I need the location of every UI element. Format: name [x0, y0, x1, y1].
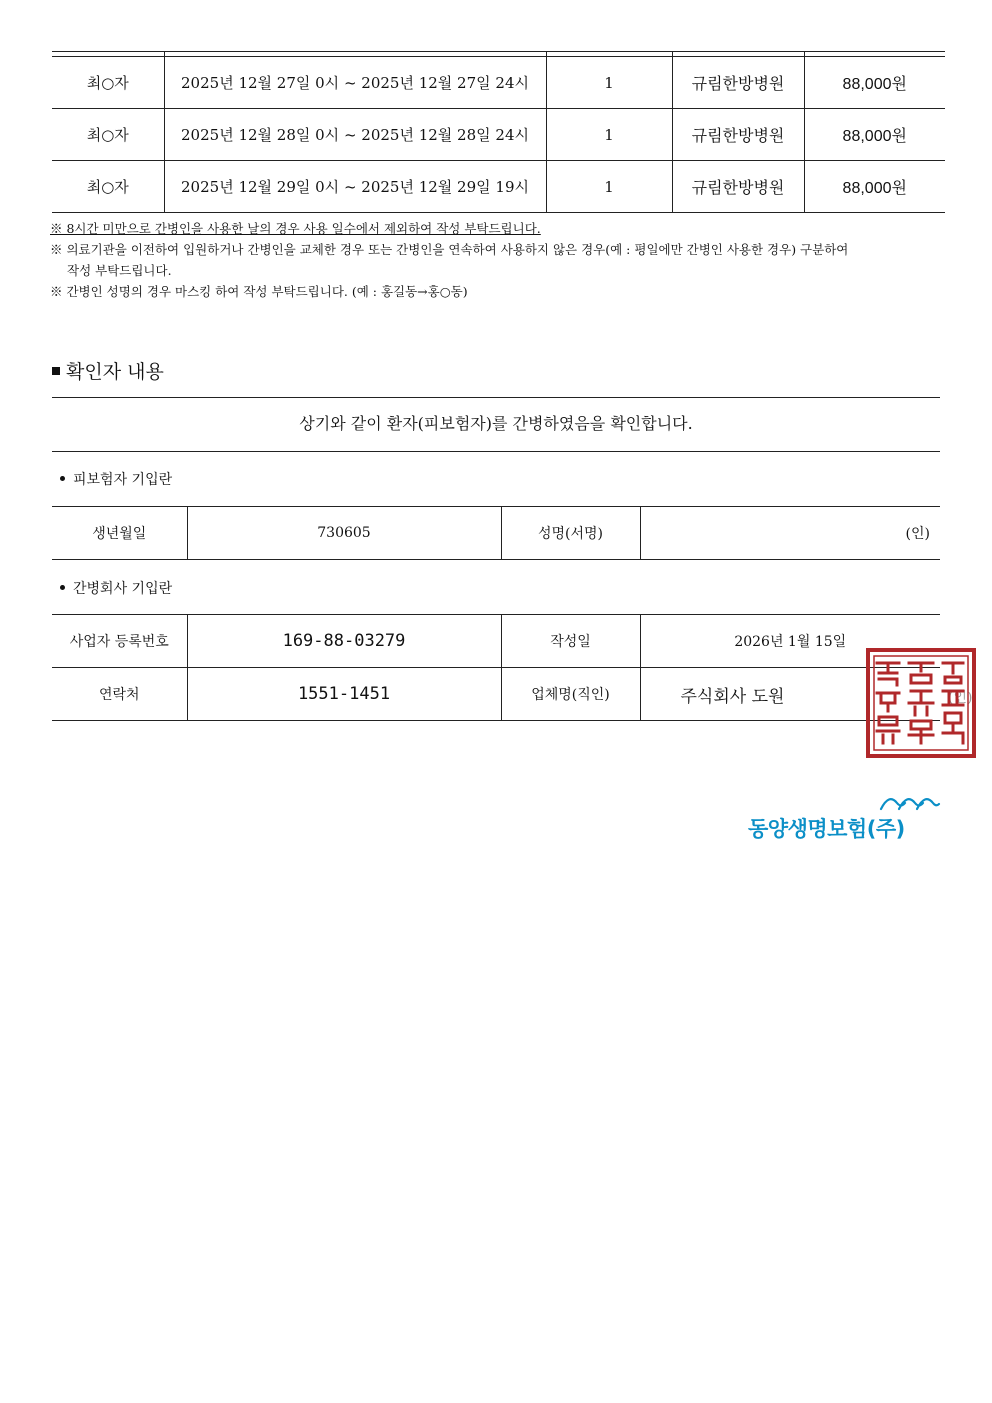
- notes-block: [50, 218, 950, 302]
- signature-field[interactable]: (인): [640, 507, 940, 560]
- company-seal: [865, 647, 977, 759]
- firm-label: 업체명(직인): [501, 668, 640, 721]
- note-under-8-hours: ※ 8시간 미만으로 간병인을 사용한 날의 경우 사용 일수에서 제외하여 작성 부탁드립니다.: [50, 221, 541, 236]
- confirm-statement: 상기와 같이 환자(피보험자)를 간병하였음을 확인합니다.: [299, 414, 693, 433]
- hospital-name: 규림한방병원: [672, 109, 804, 161]
- care-period: 2025년 12월 27일 0시 ~ 2025년 12월 27일 24시: [164, 57, 546, 109]
- table-row: [52, 109, 945, 161]
- logo-waves-icon: [879, 791, 941, 811]
- care-amount: 88,000원: [804, 57, 945, 109]
- divider: [52, 451, 940, 452]
- care-amount: 88,000원: [804, 109, 945, 161]
- caregiver-name: 최○자: [52, 109, 164, 161]
- care-amount: 88,000원: [804, 161, 945, 213]
- note-hospital-transfer: ※ 의료기관을 이전하여 입원하거나 간병인을 교체한 경우 또는 간병인을 연속하여 사용하지 않은 경우(예 : 평일에만 간병인 사용한 경우) 구분하여: [50, 242, 849, 257]
- square-bullet-icon: [52, 367, 60, 375]
- firm-value: 주식회사 도원 (인): [640, 668, 940, 721]
- birth-label: 생년월일: [52, 507, 187, 560]
- care-period: 2025년 12월 28일 0시 ~ 2025년 12월 28일 24시: [164, 109, 546, 161]
- care-days: 1: [546, 109, 672, 161]
- note-hospital-transfer-cont: 작성 부탁드립니다.: [67, 263, 172, 278]
- note-masking: ※ 간병인 성명의 경우 마스킹 하여 작성 부탁드립니다. (예 : 홍길동→홍○동): [50, 284, 468, 299]
- company-info-table: [52, 614, 973, 721]
- hospital-name: 규림한방병원: [672, 161, 804, 213]
- reg-number-label: 사업자 등록번호: [52, 615, 187, 668]
- care-period-table: [52, 51, 945, 213]
- table-row: [52, 57, 945, 109]
- table-row: [52, 615, 940, 668]
- table-row: [52, 668, 940, 721]
- care-days: 1: [546, 161, 672, 213]
- seal-mark: (인): [948, 689, 973, 706]
- insured-heading: 피보험자 기입란: [60, 469, 172, 489]
- insured-info-table: [52, 506, 940, 560]
- reg-number-value: 169-88-03279: [187, 615, 501, 668]
- section-title: 확인자 내용: [52, 357, 164, 384]
- care-days: 1: [546, 57, 672, 109]
- insurer-logo: 동양생명보험(주): [748, 817, 905, 841]
- bullet-icon: [60, 476, 65, 481]
- caregiver-name: 최○자: [52, 57, 164, 109]
- hospital-name: 규림한방병원: [672, 57, 804, 109]
- bullet-icon: [60, 585, 65, 590]
- birth-value: 730605: [187, 507, 501, 560]
- table-row: [52, 507, 940, 560]
- contact-value: 1551-1451: [187, 668, 501, 721]
- company-heading: 간병회사 기입란: [60, 578, 172, 598]
- date-value: 2026년 1월 15일: [640, 615, 940, 668]
- caregiver-name: 최○자: [52, 161, 164, 213]
- divider: [52, 397, 940, 398]
- table-row: [52, 161, 945, 213]
- care-period: 2025년 12월 29일 0시 ~ 2025년 12월 29일 19시: [164, 161, 546, 213]
- name-label: 성명(서명): [501, 507, 640, 560]
- date-label: 작성일: [501, 615, 640, 668]
- contact-label: 연락처: [52, 668, 187, 721]
